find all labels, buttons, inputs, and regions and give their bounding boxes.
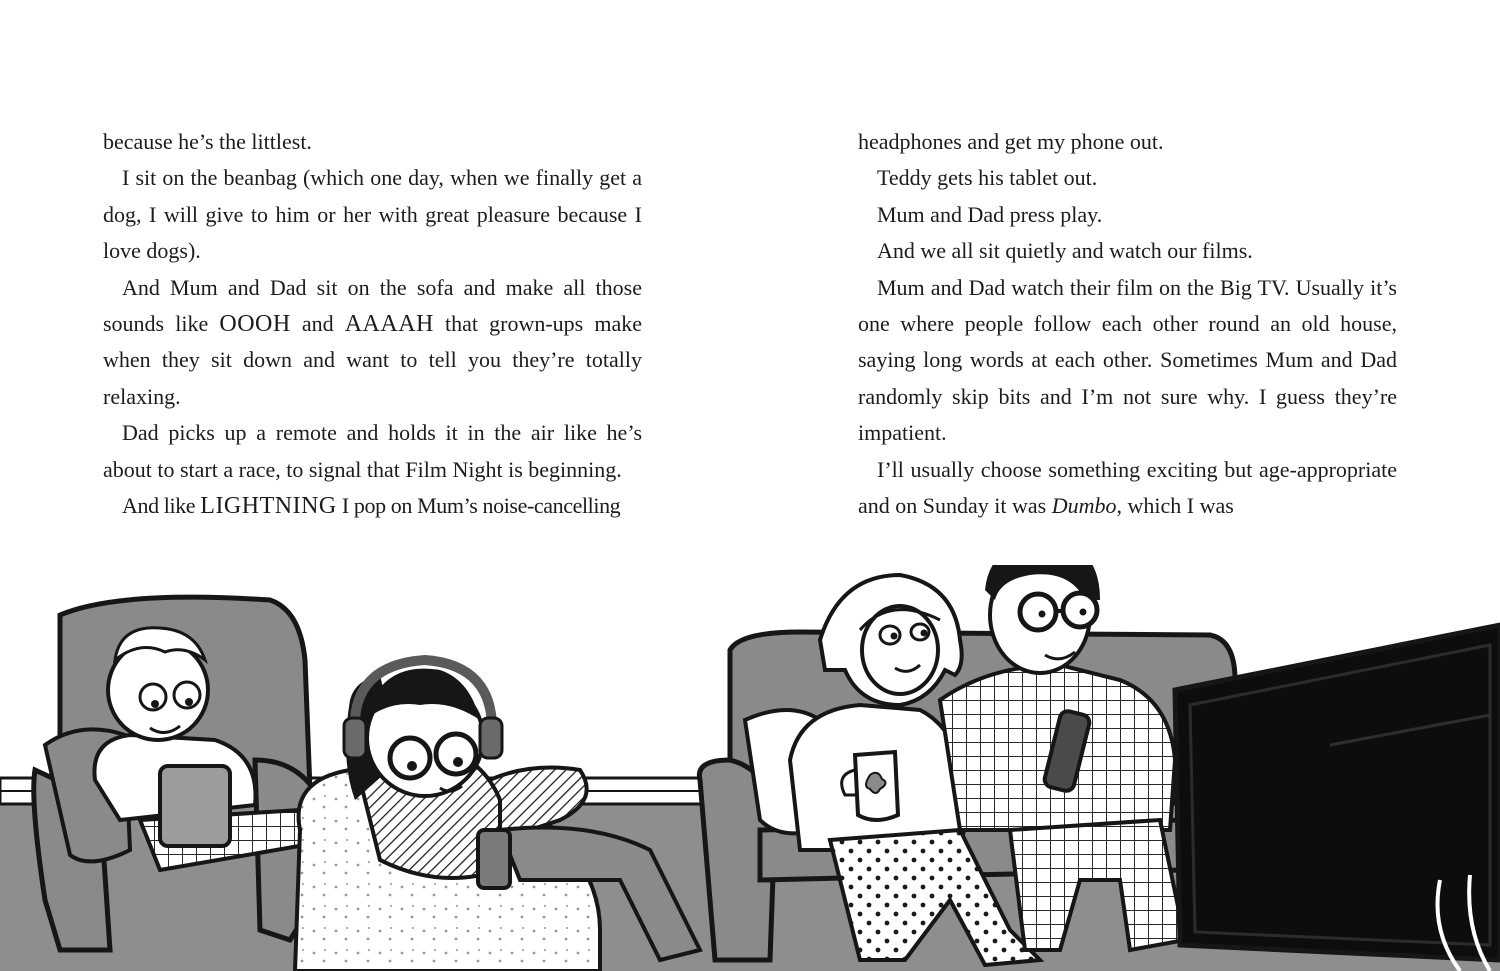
paragraph: Teddy gets his tablet out. [877,165,1098,191]
paragraph: I sit on the beanbag (which one day, when we finally get a dog, I will give to him or her with great pleasure because I love dogs). [103,165,642,264]
tablet [160,766,230,846]
right-page-text [858,124,1397,524]
left-page-text [103,124,642,524]
phone [478,830,510,888]
paragraph: headphones and get my phone out. [858,129,1164,154]
paragraph: And we all sit quietly and watch our films. [877,238,1253,264]
paragraph: And Mum and Dad sit on the sofa and make all those sounds like OOOH and AAAAH that grown-ups make when they sit down and want to tell you they’re totally relaxing. [103,274,642,409]
film-night-illustration [0,565,1500,971]
paragraph: And like LIGHTNING I pop on Mum’s noise-cancelling [122,493,621,520]
paragraph: Mum and Dad watch their film on the Big TV. Usually it’s one where people follow each other round an old house, saying long words at each other. Sometimes Mum and Dad randomly skip bits and I’m not sure why. I guess they’re impatient. [858,274,1397,446]
paragraph: I’ll usually choose something exciting but age-appropriate and on Sunday it was Dumbo, which I was [858,456,1397,519]
paragraph: because he’s the littlest. [103,129,312,154]
paragraph: Dad picks up a remote and holds it in the air like he’s about to start a race, to signal that Film Night is beginning. [103,420,642,482]
paragraph: Mum and Dad press play. [877,201,1103,227]
